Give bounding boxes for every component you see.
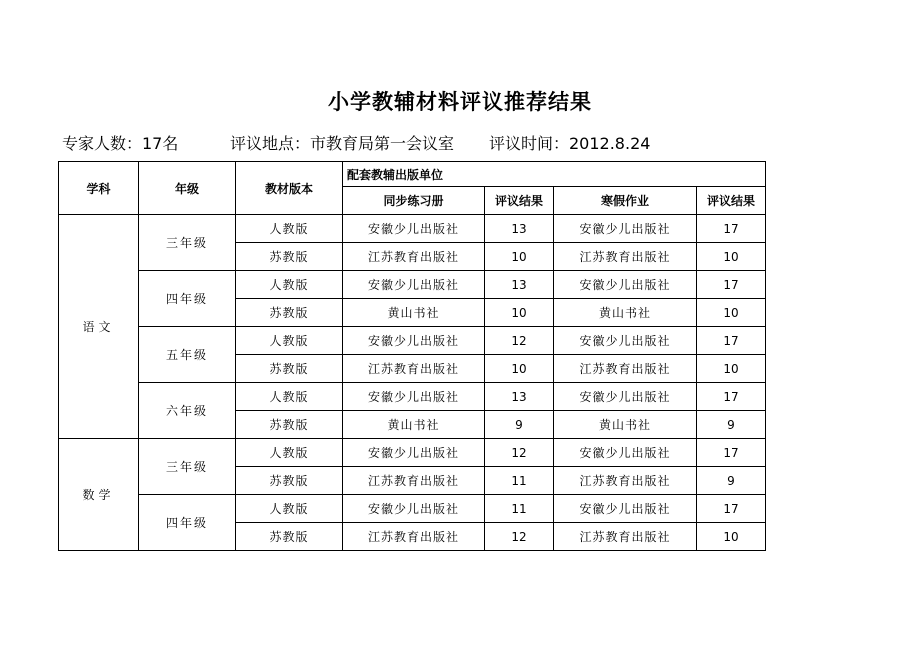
holiday-publisher-cell: 江苏教育出版社: [554, 355, 697, 383]
edition-cell: 人教版: [236, 439, 343, 467]
holiday-result-cell: 9: [697, 467, 766, 495]
header-subject: 学科: [59, 162, 139, 215]
holiday-result-cell: 17: [697, 327, 766, 355]
sync-publisher-cell: 黄山书社: [343, 299, 485, 327]
table-row: [59, 215, 766, 243]
edition-cell: 苏教版: [236, 411, 343, 439]
sync-result-cell: 11: [485, 495, 554, 523]
holiday-result-cell: 17: [697, 271, 766, 299]
grade-cell: 三年级: [139, 439, 236, 495]
header-row-1: [59, 162, 766, 187]
subject-cell: 数学: [59, 439, 139, 551]
edition-cell: 苏教版: [236, 523, 343, 551]
results-table: [58, 161, 766, 551]
sync-publisher-cell: 安徽少儿出版社: [343, 439, 485, 467]
holiday-publisher-cell: 安徽少儿出版社: [554, 383, 697, 411]
sync-publisher-cell: 江苏教育出版社: [343, 355, 485, 383]
holiday-result-cell: 17: [697, 383, 766, 411]
holiday-result-cell: 17: [697, 495, 766, 523]
header-publisher-group: 配套教辅出版单位: [343, 162, 766, 187]
review-location: 评议地点：市教育局第一会议室: [230, 134, 455, 153]
sync-publisher-cell: 安徽少儿出版社: [343, 271, 485, 299]
sync-publisher-cell: 黄山书社: [343, 411, 485, 439]
sync-publisher-cell: 安徽少儿出版社: [343, 495, 485, 523]
holiday-publisher-cell: 安徽少儿出版社: [554, 495, 697, 523]
grade-cell: 四年级: [139, 495, 236, 551]
edition-cell: 苏教版: [236, 299, 343, 327]
sync-result-cell: 10: [485, 355, 554, 383]
grade-cell: 六年级: [139, 383, 236, 439]
holiday-result-cell: 17: [697, 215, 766, 243]
table-row: [59, 383, 766, 411]
edition-cell: 人教版: [236, 495, 343, 523]
edition-cell: 人教版: [236, 327, 343, 355]
grade-cell: 五年级: [139, 327, 236, 383]
grade-cell: 四年级: [139, 271, 236, 327]
holiday-result-cell: 10: [697, 243, 766, 271]
edition-cell: 人教版: [236, 383, 343, 411]
edition-cell: 人教版: [236, 271, 343, 299]
review-time: 评议时间：2012.8.24: [489, 134, 651, 153]
holiday-result-cell: 17: [697, 439, 766, 467]
sync-result-cell: 13: [485, 215, 554, 243]
holiday-result-cell: 10: [697, 299, 766, 327]
holiday-publisher-cell: 安徽少儿出版社: [554, 215, 697, 243]
sync-result-cell: 10: [485, 243, 554, 271]
holiday-publisher-cell: 江苏教育出版社: [554, 523, 697, 551]
holiday-publisher-cell: 安徽少儿出版社: [554, 327, 697, 355]
subject-cell: 语文: [59, 215, 139, 439]
holiday-publisher-cell: 安徽少儿出版社: [554, 439, 697, 467]
sync-publisher-cell: 江苏教育出版社: [343, 523, 485, 551]
table-row: [59, 327, 766, 355]
sync-result-cell: 10: [485, 299, 554, 327]
sync-result-cell: 12: [485, 327, 554, 355]
sync-publisher-cell: 安徽少儿出版社: [343, 383, 485, 411]
holiday-publisher-cell: 黄山书社: [554, 411, 697, 439]
page-title: 小学教辅材料评议推荐结果: [328, 90, 592, 114]
header-result-1: 评议结果: [485, 187, 554, 215]
sync-publisher-cell: 江苏教育出版社: [343, 467, 485, 495]
holiday-result-cell: 10: [697, 523, 766, 551]
header-result-2: 评议结果: [697, 187, 766, 215]
grade-cell: 三年级: [139, 215, 236, 271]
sync-publisher-cell: 江苏教育出版社: [343, 243, 485, 271]
sync-result-cell: 13: [485, 383, 554, 411]
expert-count: 专家人数：17名: [62, 134, 179, 153]
sync-result-cell: 11: [485, 467, 554, 495]
holiday-result-cell: 9: [697, 411, 766, 439]
table-row: [59, 495, 766, 523]
holiday-publisher-cell: 江苏教育出版社: [554, 467, 697, 495]
table-row: [59, 439, 766, 467]
sync-publisher-cell: 安徽少儿出版社: [343, 215, 485, 243]
edition-cell: 苏教版: [236, 355, 343, 383]
header-sync-workbook: 同步练习册: [343, 187, 485, 215]
sync-result-cell: 12: [485, 439, 554, 467]
sync-result-cell: 12: [485, 523, 554, 551]
sync-result-cell: 13: [485, 271, 554, 299]
sync-publisher-cell: 安徽少儿出版社: [343, 327, 485, 355]
table-row: [59, 271, 766, 299]
holiday-publisher-cell: 黄山书社: [554, 299, 697, 327]
holiday-publisher-cell: 安徽少儿出版社: [554, 271, 697, 299]
header-grade: 年级: [139, 162, 236, 215]
header-edition: 教材版本: [236, 162, 343, 215]
sync-result-cell: 9: [485, 411, 554, 439]
edition-cell: 苏教版: [236, 467, 343, 495]
edition-cell: 苏教版: [236, 243, 343, 271]
edition-cell: 人教版: [236, 215, 343, 243]
header-holiday-homework: 寒假作业: [554, 187, 697, 215]
holiday-publisher-cell: 江苏教育出版社: [554, 243, 697, 271]
holiday-result-cell: 10: [697, 355, 766, 383]
